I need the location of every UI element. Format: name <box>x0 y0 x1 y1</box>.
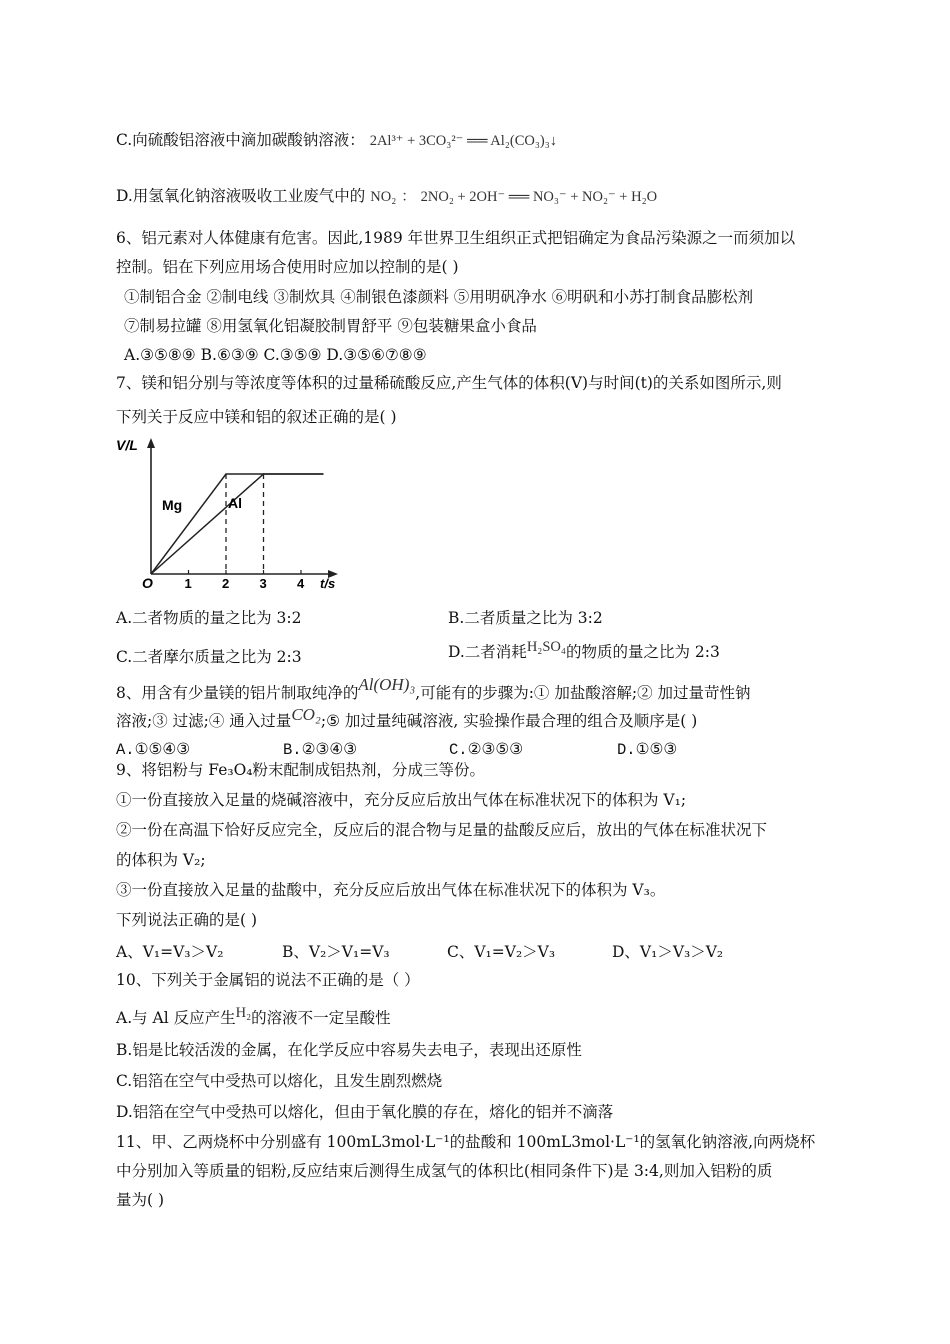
volume-time-chart <box>110 432 340 592</box>
q9-option-c: C、V₁=V₂＞V₃ <box>447 943 556 961</box>
q7-option-c: C.二者摩尔质量之比为 2:3 <box>116 648 302 666</box>
q5-option-d: D.用氢氧化钠溶液吸收工业废气中的 NO₂ ： 2NO₂ + 2OH⁻ ══ NO₃⁻ + NO₂⁻ + H₂O <box>116 187 658 205</box>
q7-d-pre: D.二者消耗 <box>448 643 527 661</box>
q8-pre: 8、用含有少量镁的铝片制取纯净的 <box>116 684 359 702</box>
x-axis-label: t/s <box>320 576 336 591</box>
q8-line2-chem: CO₂ <box>291 705 321 724</box>
q8-line2-pre: 溶液;③ 过滤;④ 通入过量 <box>116 712 292 730</box>
x-tick-label-2: 2 <box>222 576 230 591</box>
q8-option-a: A.①⑤④③ <box>116 741 191 759</box>
q9-option-a: A、V₁=V₃＞V₂ <box>116 943 224 961</box>
q10-a-post: 的溶液不一定呈酸性 <box>251 1009 391 1027</box>
q9-stem-line5: ③一份直接放入足量的盐酸中，充分反应后放出气体在标准状况下的体积为 V₃。 <box>116 881 666 899</box>
q7-stem-line2: 下列关于反应中镁和铝的叙述正确的是( ) <box>116 408 397 426</box>
q5-c-equation: 2Al³⁺ + 3CO₃²⁻ ══ Al₂(CO₃)₃↓ <box>369 133 558 149</box>
q9-stem-line4: 的体积为 V₂; <box>116 851 206 869</box>
q10-a-pre: A.与 Al 反应产生 <box>116 1009 236 1027</box>
q9-stem-line3: ②一份在高温下恰好反应完全，反应后的混合物与足量的盐酸反应后，放出的气体在标准状况下 <box>116 821 768 839</box>
x-tick-label-1: 1 <box>184 576 192 591</box>
q10-option-d: D.铝箔在空气中受热可以熔化，但由于氧化膜的存在，熔化的铝并不滴落 <box>116 1103 614 1121</box>
q11-stem-line3: 量为( ) <box>116 1191 165 1209</box>
q7-d-chem: H₂SO₄ <box>526 639 566 655</box>
q6-options: A.③⑤⑧⑨ B.⑥③⑨ C.③⑤⑨ D.③⑤⑥⑦⑧⑨ <box>124 346 427 364</box>
series-line-mg <box>151 474 324 574</box>
q5-d-equation: 2NO₂ + 2OH⁻ ══ NO₃⁻ + NO₂⁻ + H₂O <box>420 189 658 205</box>
q5-d-text: D.用氢氧化钠溶液吸收工业废气中的 <box>116 187 366 205</box>
q8-stem-line2 <box>116 705 698 731</box>
origin-label: O <box>142 575 153 591</box>
q10-option-c: C.铝箔在空气中受热可以熔化，且发生剧烈燃烧 <box>116 1072 443 1090</box>
x-tick-label-4: 4 <box>297 576 305 591</box>
q8-stem-line1 <box>116 675 751 703</box>
q10-a-chem: H₂ <box>235 1005 252 1021</box>
q9-option-b: B、V₂＞V₁=V₃ <box>282 943 390 961</box>
q9-option-d: D、V₁＞V₃＞V₂ <box>612 943 724 961</box>
y-axis-arrow <box>147 438 155 448</box>
q7-option-a: A.二者物质的量之比为 3:2 <box>116 609 302 627</box>
q10-stem: 10、下列关于金属铝的说法不正确的是（ ） <box>116 971 420 989</box>
q8-line2-post: ;⑤ 加过量纯碱溶液, 实验操作最合理的组合及顺序是( ) <box>320 712 698 730</box>
q5-c-text: C.向硫酸铝溶液中滴加碳酸钠溶液： <box>116 131 365 149</box>
q11-stem-line1: 11、甲、乙两烧杯中分别盛有 100mL3mol·L⁻¹的盐酸和 100mL3mol·L⁻¹的氢氧化钠溶液,向两烧杯 <box>116 1133 816 1151</box>
q10-option-a <box>116 1005 391 1029</box>
series-label-al: Al <box>228 495 242 511</box>
q8-chem: Al(OH)₃ <box>358 675 416 694</box>
q9-stem-line2: ①一份直接放入足量的烧碱溶液中，充分反应后放出气体在标准状况下的体积为 V₁; <box>116 791 687 809</box>
q6-items-line2: ⑦制易拉罐 ⑧用氢氧化铝凝胶制胃舒平 ⑨包装糖果盒小食品 <box>124 317 537 335</box>
q7-option-b: B.二者质量之比为 3:2 <box>448 609 603 627</box>
q8-post: ,可能有的步骤为:① 加盐酸溶解;② 加过量苛性钠 <box>415 684 751 702</box>
q5-option-c <box>116 130 557 151</box>
x-tick-label-3: 3 <box>259 576 267 591</box>
q6-stem-line2: 控制。铝在下列应用场合使用时应加以控制的是( ) <box>116 258 459 276</box>
series-label-mg: Mg <box>162 497 183 513</box>
q5-d-gas: NO₂ <box>370 189 397 205</box>
q6-items-line1: ①制铝合金 ②制电线 ③制炊具 ④制银色漆颜料 ⑤用明矾净水 ⑥明矾和小苏打制食品膨松剂 <box>124 288 754 306</box>
y-axis-label: V/L <box>116 437 138 453</box>
q11-stem-line2: 中分别加入等质量的铝粉,反应结束后测得生成氢气的体积比(相同条件下)是 3:4,则加入铝粉的质 <box>116 1162 773 1180</box>
q6-stem-line1: 6、铝元素对人体健康有危害。因此,1989 年世界卫生组织正式把铝确定为食品污染源之一而须加以 <box>116 229 796 247</box>
q7-d-post: 的物质的量之比为 2:3 <box>565 643 720 661</box>
q8-option-b: B.②③④③ <box>283 741 358 759</box>
q8-option-c: C.②③⑤③ <box>449 741 524 759</box>
q7-option-d <box>448 640 720 662</box>
q9-stem-line1: 9、将铝粉与 Fe₃O₄粉末配制成铝热剂，分成三等份。 <box>116 761 486 779</box>
q9-stem-line6: 下列说法正确的是( ) <box>116 911 258 929</box>
q10-option-b: B.铝是比较活泼的金属，在化学反应中容易失去电子，表现出还原性 <box>116 1041 582 1059</box>
series-line-al <box>151 474 324 574</box>
q7-stem-line1: 7、镁和铝分别与等浓度等体积的过量稀硫酸反应,产生气体的体积(V)与时间(t)的关系如图所示,则 <box>116 374 782 392</box>
q8-option-d: D.①⑤③ <box>617 741 678 759</box>
